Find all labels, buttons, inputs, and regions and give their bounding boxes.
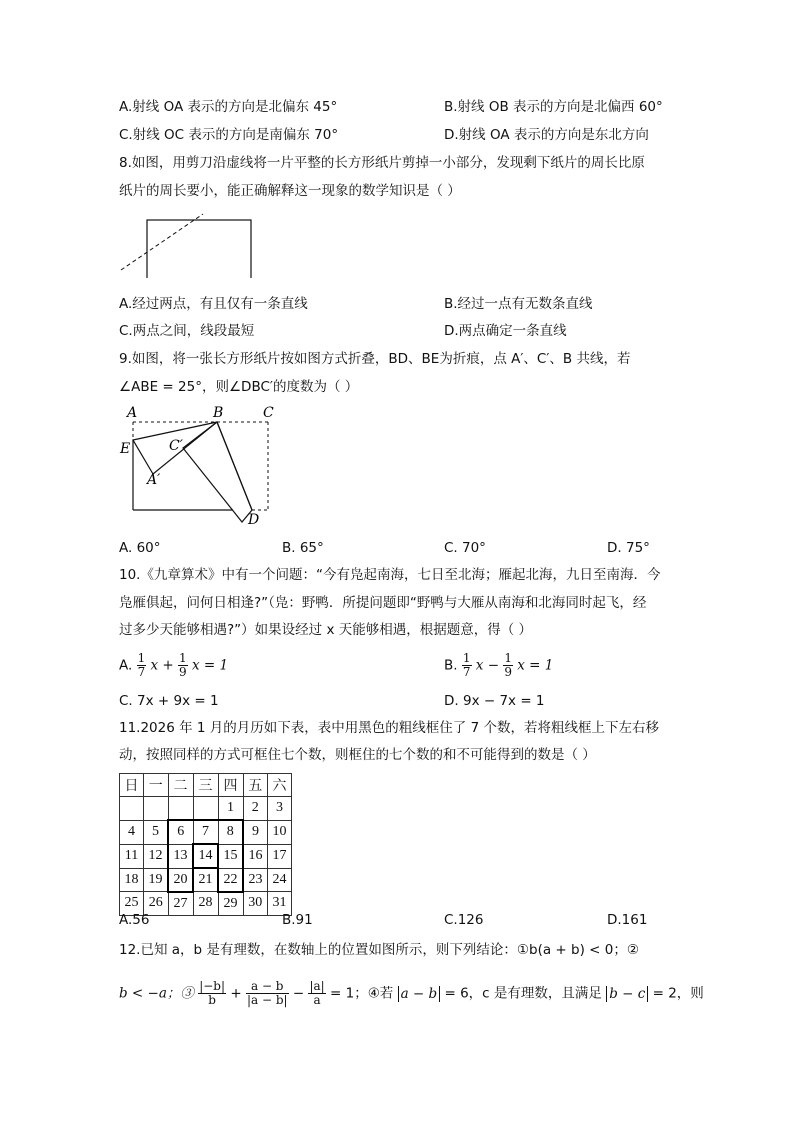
q8-stem-line1: 8.如图，用剪刀沿虚线将一片平整的长方形纸片剪掉一小部分，发现剩下纸片的周长比原 bbox=[119, 155, 645, 171]
calendar-cell: 27 bbox=[168, 892, 193, 916]
label-a: A bbox=[127, 405, 138, 421]
calendar-cell bbox=[193, 797, 218, 821]
fraction: $\frac{1}{7}$ bbox=[137, 651, 146, 679]
weekday-header: 日 bbox=[120, 774, 144, 797]
calendar-cell: 5 bbox=[144, 820, 169, 844]
q11-stem-line1: 11.2026 年 1 月的月历如下表，表中用黑色的粗线框住了 7 个数，若将粗线框上下左右移 bbox=[119, 720, 659, 736]
fraction: $\frac{|-b|}{b}$ bbox=[199, 979, 226, 1007]
label-c: C bbox=[263, 405, 274, 421]
label-a-prime: A′ bbox=[147, 472, 161, 488]
q7-option-d[interactable]: D.射线 OA 表示的方向是东北方向 bbox=[444, 127, 649, 143]
fraction: $\frac{|a|}{a}$ bbox=[309, 979, 325, 1007]
calendar-cell: 28 bbox=[193, 892, 218, 916]
q11-option-c[interactable]: C.126 bbox=[444, 912, 484, 928]
q10-option-c[interactable]: C. 7x + 9x = 1 bbox=[119, 693, 219, 709]
calendar-cell: 18 bbox=[120, 868, 144, 892]
q8-option-b[interactable]: B.经过一点有无数条直线 bbox=[444, 296, 593, 312]
calendar-cell-boxed: 22 bbox=[218, 868, 243, 892]
q10-option-d[interactable]: D. 9x − 7x = 1 bbox=[444, 693, 545, 709]
calendar-cell: 12 bbox=[144, 844, 169, 868]
fraction: $\frac{a - b}{|a - b|}$ bbox=[246, 979, 288, 1007]
q12-stem-line1: 12.已知 a，b 是有理数，在数轴上的位置如图所示，则下列结论：①b(a + b) < 0；② bbox=[119, 942, 639, 958]
calendar-cell-boxed: 7 bbox=[193, 820, 218, 844]
calendar-cell: 29 bbox=[218, 892, 243, 916]
q11-stem-line2: 动，按照同样的方式可框住七个数，则框住的七个数的和不可能得到的数是（ ） bbox=[119, 747, 596, 763]
calendar-cell: 21 bbox=[193, 868, 218, 892]
calendar-row bbox=[120, 844, 292, 868]
q11-option-d[interactable]: D.161 bbox=[607, 912, 648, 928]
q10-stem-line2: 凫雁俱起，问何日相逢?”（凫：野鸭．所提问题即“野鸭与大雁从南海和北海同时起飞，经 bbox=[119, 595, 647, 611]
q9-option-d[interactable]: D. 75° bbox=[607, 540, 650, 556]
weekday-header: 三 bbox=[193, 774, 218, 797]
q10-stem-line3: 过多少天能够相遇?”）如果设经过 x 天能够相遇，根据题意，得（ ） bbox=[119, 622, 533, 638]
calendar-cell bbox=[168, 797, 193, 821]
q10-stem-line1: 10.《九章算术》中有一个问题：“今有凫起南海，七日至北海；雁起北海，九日至南海．今 bbox=[119, 567, 661, 583]
q11-option-a[interactable]: A.56 bbox=[119, 912, 150, 928]
cut-dashed-line bbox=[121, 214, 203, 270]
label-d: D bbox=[248, 512, 260, 528]
calendar-header-row bbox=[120, 774, 292, 797]
calendar-cell: 19 bbox=[144, 868, 169, 892]
calendar-cell-boxed: 14 bbox=[193, 844, 218, 868]
fraction: $\frac{1}{9}$ bbox=[179, 651, 187, 679]
q10-option-b[interactable]: B. $\frac{1}{7}$ x − $\frac{1}{9}$ x = 1 bbox=[444, 651, 554, 679]
calendar-cell-boxed: 6 bbox=[168, 820, 193, 844]
calendar-cell: 4 bbox=[120, 820, 144, 844]
calendar-cell: 25 bbox=[120, 892, 144, 916]
absolute-value: a − b bbox=[398, 986, 441, 1002]
calendar-cell bbox=[144, 797, 169, 821]
calendar-cell: 10 bbox=[268, 820, 292, 844]
q9-stem-line2: ∠ABE = 25°，则∠DBC′的度数为（ ） bbox=[119, 379, 359, 395]
weekday-header: 二 bbox=[168, 774, 193, 797]
q9-option-c[interactable]: C. 70° bbox=[444, 540, 486, 556]
label-c-prime: C′ bbox=[169, 438, 183, 454]
q7-option-c[interactable]: C.射线 OC 表示的方向是南偏东 70° bbox=[119, 127, 339, 143]
weekday-header: 六 bbox=[268, 774, 292, 797]
q8-rectangle-figure bbox=[115, 212, 260, 278]
calendar-cell: 9 bbox=[243, 820, 268, 844]
q7-option-b[interactable]: B.射线 OB 表示的方向是北偏西 60° bbox=[444, 99, 663, 115]
q12-stem-line2: b < −a；③ $\frac{|-b|}{b}$ + $\frac{a - b}{|a - b|}$ − $\frac{|a|}{a}$ = 1；④若 a − b = 6，c 是有理数，且满足 b − c = 2，则 bbox=[119, 979, 704, 1007]
calendar-cell-boxed: 13 bbox=[168, 844, 193, 868]
calendar-cell: 31 bbox=[268, 892, 292, 916]
calendar-row bbox=[120, 820, 292, 844]
q7-option-a[interactable]: A.射线 OA 表示的方向是北偏东 45° bbox=[119, 99, 338, 115]
calendar-cell-boxed: 8 bbox=[218, 820, 243, 844]
weekday-header: 四 bbox=[218, 774, 243, 797]
calendar-row bbox=[120, 868, 292, 892]
calendar-cell bbox=[120, 797, 144, 821]
calendar-cell-boxed: 20 bbox=[168, 868, 193, 892]
calendar-cell: 26 bbox=[144, 892, 169, 916]
q8-stem-line2: 纸片的周长要小，能正确解释这一现象的数学知识是（ ） bbox=[119, 183, 461, 199]
calendar-cell: 16 bbox=[243, 844, 268, 868]
calendar-cell: 24 bbox=[268, 868, 292, 892]
label-e: E bbox=[120, 441, 131, 457]
calendar-cell: 30 bbox=[243, 892, 268, 916]
fraction: $\frac{1}{9}$ bbox=[504, 651, 512, 679]
q9-fold-figure bbox=[115, 402, 285, 532]
calendar-cell: 1 bbox=[218, 797, 243, 821]
q8-option-c[interactable]: C.两点之间，线段最短 bbox=[119, 323, 255, 339]
q8-option-a[interactable]: A.经过两点，有且仅有一条直线 bbox=[119, 296, 308, 312]
paper-rectangle bbox=[147, 220, 251, 278]
calendar-cell: 11 bbox=[120, 844, 144, 868]
q9-stem-line1: 9.如图，将一张长方形纸片按如图方式折叠，BD、BE为折痕，点 A′、C′、B 共线，若 bbox=[119, 351, 631, 367]
weekday-header: 五 bbox=[243, 774, 268, 797]
weekday-header: 一 bbox=[144, 774, 169, 797]
absolute-value: b − c bbox=[606, 986, 648, 1002]
calendar-cell-boxed: 15 bbox=[218, 844, 243, 868]
calendar-cell: 23 bbox=[243, 868, 268, 892]
calendar-table bbox=[119, 773, 292, 916]
q11-option-b[interactable]: B.91 bbox=[282, 912, 313, 928]
calendar-row bbox=[120, 797, 292, 821]
q8-option-d[interactable]: D.两点确定一条直线 bbox=[444, 323, 567, 339]
calendar-cell: 2 bbox=[243, 797, 268, 821]
q9-option-b[interactable]: B. 65° bbox=[282, 540, 324, 556]
fraction: $\frac{1}{7}$ bbox=[462, 651, 471, 679]
label-b: B bbox=[213, 405, 224, 421]
q10-option-a[interactable]: A. $\frac{1}{7}$ x + $\frac{1}{9}$ x = 1 bbox=[119, 651, 229, 679]
calendar-cell: 3 bbox=[268, 797, 292, 821]
q9-option-a[interactable]: A. 60° bbox=[119, 540, 161, 556]
calendar-cell: 17 bbox=[268, 844, 292, 868]
